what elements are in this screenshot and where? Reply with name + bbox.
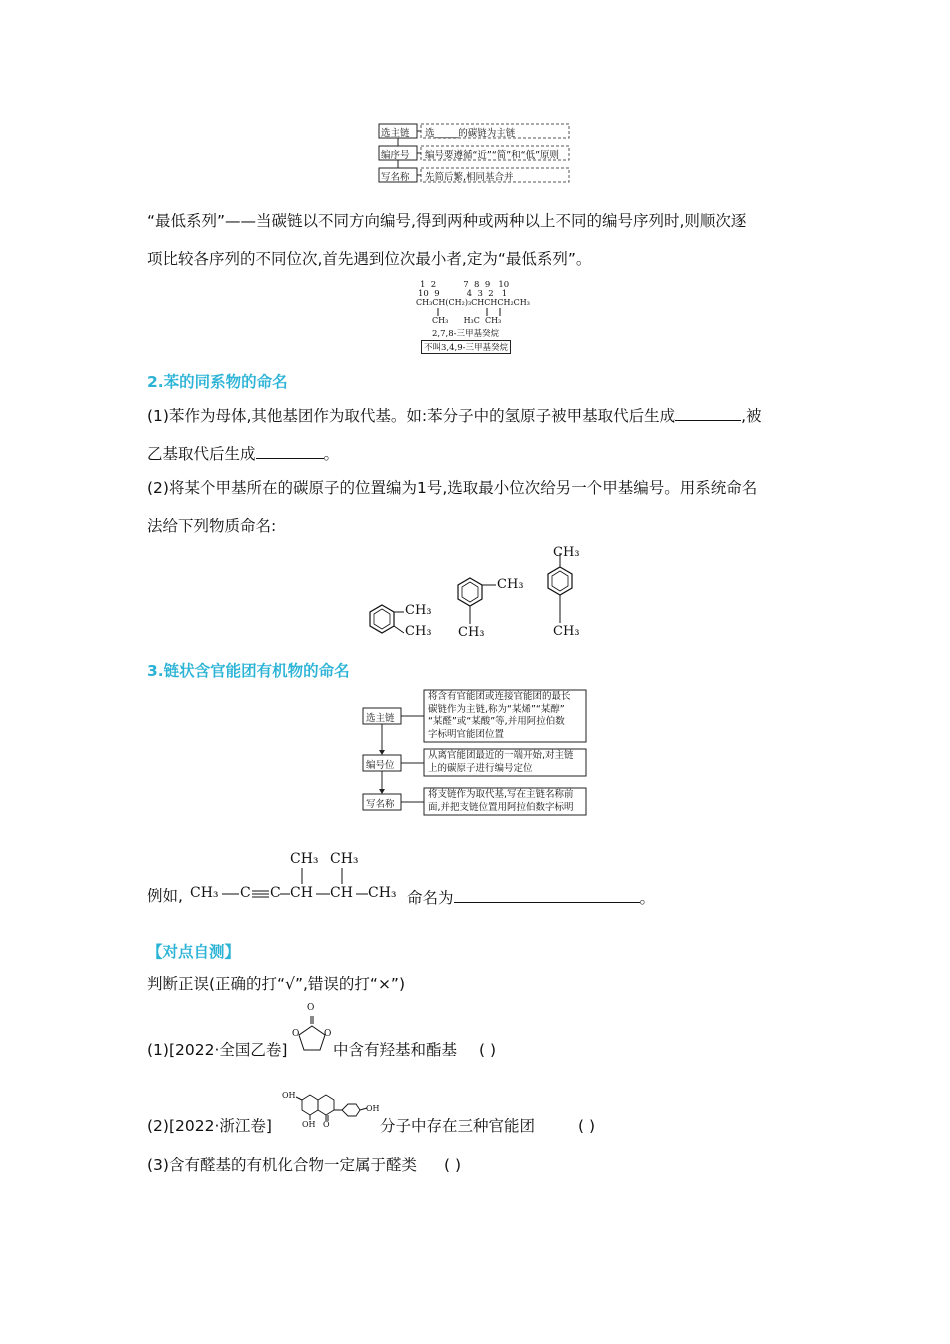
- isoflavone-o-ketone: O: [323, 1120, 330, 1129]
- flow1-desc-write: 先简后繁,相同基合并: [425, 172, 514, 183]
- meta-ch3-right: CH₃: [497, 577, 524, 592]
- isoflavone-oh-top: OH: [282, 1091, 296, 1100]
- section2-p1-text-a: (1)苯作为母体,其他基团作为取代基。如:苯分子中的氢原子被甲基取代后生成: [147, 407, 676, 425]
- flow1-step-number: 编序号: [381, 150, 410, 161]
- alkyne-c6: CH₃: [368, 885, 397, 901]
- ortho-ch3-bottom: CH₃: [405, 624, 432, 639]
- flowchart-main-chain: [375, 120, 575, 186]
- example-end: 。: [639, 889, 656, 907]
- para-ch3-top: CH₃: [553, 545, 580, 560]
- desc1-line2: 碳链作为主链,称为“某烯”“某醇”: [428, 703, 565, 715]
- desc2-line2: 上的碳原子进行编号定位: [428, 762, 533, 774]
- section2-p1-line2: [147, 442, 339, 464]
- section2-p2-line1: (2)将某个甲基所在的碳原子的位置编为1号,选取最小位次给另一个甲基编号。用系统命名: [147, 479, 758, 497]
- flow2-desc-write: [428, 789, 574, 814]
- desc2-line1: 从离官能团最近的一端开始,对主链: [428, 750, 574, 761]
- example-name-line: [407, 886, 655, 908]
- flow1-step-write: 写名称: [381, 172, 410, 183]
- ortho-ch3-top: CH₃: [405, 603, 432, 618]
- flow2-step-number: 编号位: [366, 760, 395, 771]
- question-1-bracket[interactable]: ( ): [479, 1041, 497, 1059]
- section2-p1-text-b: ,被: [741, 407, 762, 425]
- desc1-line3: “某醛”或“某酸”等,并用阿拉伯数: [428, 716, 565, 727]
- example-prefix: 例如,: [147, 887, 183, 905]
- desc3-line2: 面,并把支链位置用阿拉伯数字标明: [428, 801, 574, 813]
- section2-p1-text-c: 乙基取代后生成: [147, 445, 256, 463]
- section3-title: 3.链状含官能团有机物的命名: [147, 662, 350, 680]
- alkyne-c3: C: [270, 885, 281, 901]
- self-test-instruction: 判断正误(正确的打“√”,错误的打“×”): [147, 975, 406, 993]
- isoflavone-oh-right: OH: [366, 1104, 380, 1113]
- meta-ch3-bottom: CH₃: [458, 625, 485, 640]
- para-ch3-bottom: CH₃: [553, 624, 580, 639]
- lowest-series-line1: “最低系列”——当碳链以不同方向编号,得到两种或两种以上不同的编号序列时,则顺次逐: [147, 212, 747, 230]
- carbonate-o-top: O: [307, 1003, 315, 1013]
- flow1-desc-number: 编号要遵循“近”“简”和“低”原则: [425, 150, 560, 161]
- flow2-step-write: 写名称: [366, 799, 395, 810]
- isoflavone-oh-bottom: OH: [302, 1120, 316, 1129]
- alkyne-c1: CH₃: [190, 885, 219, 901]
- example-suffix: 命名为: [407, 889, 454, 907]
- desc3-line1: 将支链作为取代基,写在主链名称前: [428, 789, 574, 800]
- section2-p1-line1: [147, 404, 762, 426]
- meta-xylene-structure: [458, 578, 496, 624]
- para-xylene-structure: [548, 553, 572, 623]
- decane-example: [416, 280, 541, 356]
- section2-p2-line2: 法给下列物质命名:: [147, 517, 277, 535]
- flowchart-functional-group: [360, 688, 590, 818]
- question-3-text: (3)含有醛基的有机化合物一定属于醛类: [147, 1156, 417, 1174]
- flow1-step-select: 选主链: [381, 128, 410, 139]
- flow2-desc-select: [428, 691, 571, 741]
- flow1-desc-select: 选_____的碳链为主链: [425, 128, 516, 139]
- answer-blank-alkyne[interactable]: [454, 886, 640, 903]
- alkyne-c4: CH: [290, 885, 313, 901]
- answer-blank-methyl[interactable]: [675, 404, 741, 421]
- correct-name: 2,7,8-三甲基癸烷: [432, 329, 500, 339]
- question-1-text: 中含有羟基和酯基: [333, 1041, 458, 1059]
- branch-groups: CH₃ H₃C CH₃: [432, 316, 502, 325]
- question-1-label: (1)[2022·全国乙卷]: [147, 1041, 288, 1059]
- desc1-line4: 字标明官能团位置: [428, 728, 505, 740]
- question-2-bracket[interactable]: ( ): [578, 1117, 596, 1135]
- self-test-title: 【对点自测】: [147, 943, 241, 961]
- alkyne-branch-1: CH₃: [290, 851, 319, 867]
- alkyne-c2: C: [240, 885, 251, 901]
- desc1-line1: 将含有官能团或连接官能团的最长: [428, 691, 571, 702]
- answer-blank-ethyl[interactable]: [256, 442, 324, 459]
- ortho-xylene-structure: [370, 605, 404, 633]
- flow2-desc-number: [428, 750, 574, 775]
- lowest-series-line2: 项比较各序列的不同位次,首先遇到位次最小者,定为“最低系列”。: [147, 250, 592, 268]
- number-row-2: 10 9 4 3 2 1: [418, 289, 508, 299]
- alkyne-c5: CH: [330, 885, 353, 901]
- question-2-text: 分子中存在三种官能团: [380, 1117, 536, 1135]
- section2-p1-text-d: 。: [323, 445, 340, 463]
- wrong-name-box: 不叫3,4,9-三甲基癸烷: [421, 340, 511, 354]
- section2-title: 2.苯的同系物的命名: [147, 373, 288, 391]
- carbonate-o-right: O: [324, 1029, 332, 1039]
- carbonate-o-left: O: [292, 1029, 300, 1039]
- alkyne-structure: [190, 848, 405, 908]
- alkyne-branch-2: CH₃: [330, 851, 359, 867]
- question-3-bracket[interactable]: ( ): [444, 1156, 462, 1174]
- number-row-1: 1 2 7 8 9 10: [420, 280, 510, 290]
- main-chain-formula: CH₃CH(CH₂)₃CHCHCH₂CH₃: [416, 298, 530, 307]
- question-2-label: (2)[2022·浙江卷]: [147, 1117, 272, 1135]
- flow2-step-select: 选主链: [366, 713, 395, 724]
